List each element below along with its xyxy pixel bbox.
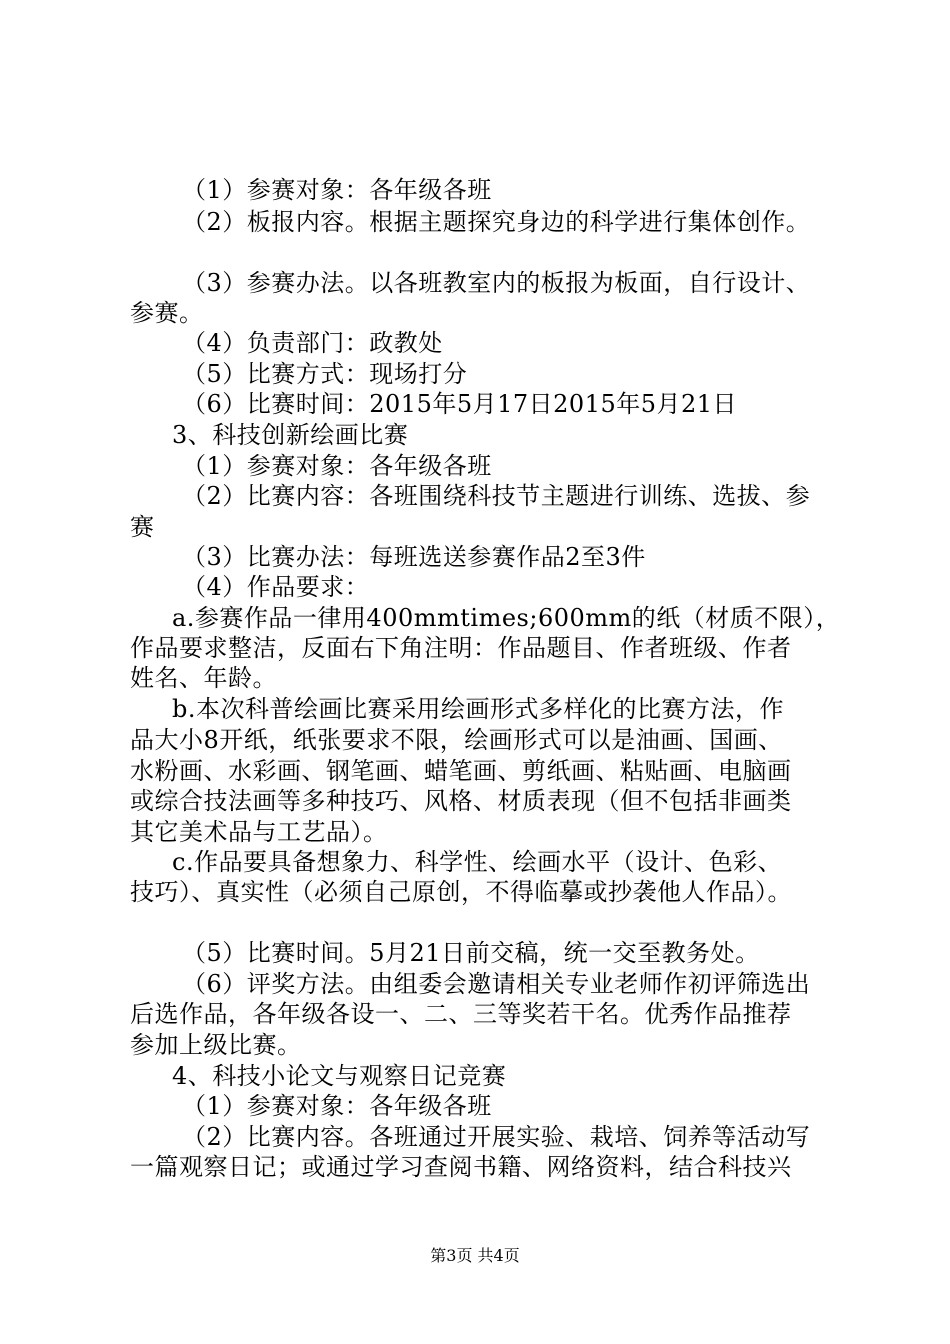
text-line: 后选作品，各年级各设一、二、三等奖若干名。优秀作品推荐 — [130, 1000, 792, 1028]
text-line: （6）评奖方法。由组委会邀请相关专业老师作初评筛选出 — [182, 970, 811, 998]
section-heading: 4、科技小论文与观察日记竞赛 — [172, 1062, 507, 1090]
text-line: （1）参赛对象：各年级各班 — [182, 176, 492, 204]
text-line: 品大小8开纸，纸张要求不限，绘画形式可以是油画、国画、 — [130, 726, 783, 754]
text-line: 其它美术品与工艺品）。 — [130, 818, 388, 846]
text-line: 姓名、年龄。 — [130, 664, 277, 692]
text-line: 或综合技法画等多种技巧、风格、材质表现（但不包括非画类 — [130, 787, 792, 815]
text-line: （3）参赛办法。以各班教室内的板报为板面，自行设计、 — [182, 269, 811, 297]
text-line: （4）负责部门：政教处 — [182, 329, 443, 357]
section-heading: 3、科技创新绘画比赛 — [172, 421, 409, 449]
text-line: （5）比赛时间。5月21日前交稿，统一交至教务处。 — [182, 939, 760, 967]
text-line: b.本次科普绘画比赛采用绘画形式多样化的比赛方法，作 — [172, 695, 784, 723]
text-line: 参赛。 — [130, 299, 204, 327]
text-line: （1）参赛对象：各年级各班 — [182, 452, 492, 480]
text-line: （2）比赛内容：各班围绕科技节主题进行训练、选拔、参 — [182, 482, 811, 510]
text-line: a.参赛作品一律用400mmtimes;600mm的纸（材质不限）， — [172, 604, 841, 632]
text-line: 水粉画、水彩画、钢笔画、蜡笔画、剪纸画、粘贴画、电脑画 — [130, 757, 792, 785]
text-line: c.作品要具备想象力、科学性、绘画水平（设计、色彩、 — [172, 848, 783, 876]
text-line: 参加上级比赛。 — [130, 1031, 302, 1059]
text-line: （2）比赛内容。各班通过开展实验、栽培、饲养等活动写 — [182, 1123, 811, 1151]
text-line: （4）作品要求： — [182, 573, 370, 601]
text-line: 赛 — [130, 513, 155, 541]
text-line: 一篇观察日记；或通过学习查阅书籍、网络资料，结合科技兴 — [130, 1153, 792, 1181]
text-line: （2）板报内容。根据主题探究身边的科学进行集体创作。 — [182, 208, 811, 236]
page-footer: 第3页 共4页 — [430, 1246, 520, 1265]
text-line: （1）参赛对象：各年级各班 — [182, 1092, 492, 1120]
text-line: 技巧）、真实性（必须自己原创，不得临摹或抄袭他人作品）。 — [130, 878, 792, 906]
text-line: （3）比赛办法：每班选送参赛作品2至3件 — [182, 543, 646, 571]
text-line: （6）比赛时间：2015年5月17日2015年5月21日 — [182, 390, 738, 418]
text-line: 作品要求整洁，反面右下角注明：作品题目、作者班级、作者 — [130, 634, 792, 662]
text-line: （5）比赛方式：现场打分 — [182, 360, 468, 388]
